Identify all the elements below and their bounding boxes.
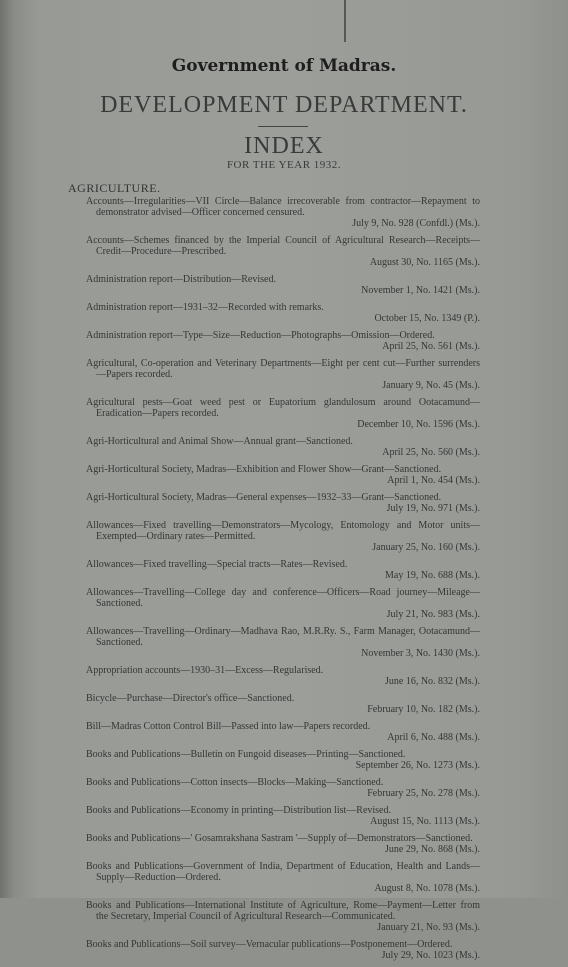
index-entry	[86, 749, 480, 771]
entry-reference: December 10, No. 1596 (Ms.).	[357, 419, 480, 430]
index-entry	[86, 693, 480, 715]
entry-subject: Accounts—Irregularities—VII Circle—Balance irrecoverable from contractor—Repayment to demonstrator advised—Officer concerned censured.	[86, 196, 480, 218]
entry-subject: Bicycle—Purchase—Director's office—Sanctioned.	[86, 693, 295, 704]
entry-subject: Books and Publications—Cotton insects—Blocks—Making—Sanctioned.	[86, 777, 384, 788]
index-entry	[86, 196, 480, 229]
entry-reference: January 21, No. 93 (Ms.).	[377, 922, 480, 933]
index-entry	[86, 559, 480, 581]
index-entry	[86, 464, 480, 486]
index-entry	[86, 492, 480, 514]
entry-subject: Bill—Madras Cotton Control Bill—Passed into law—Papers recorded.	[86, 721, 371, 732]
index-entry	[86, 302, 480, 324]
index-entry	[86, 520, 480, 553]
entry-subject: Accounts—Schemes financed by the Imperial Council of Agricultural Research—Receipts—Credit—Procedure—Prescribed.	[86, 235, 480, 257]
entry-subject: Allowances—Fixed travelling—Special tracts—Rates—Revised.	[86, 559, 348, 570]
entry-subject: Allowances—Travelling—College day and conference—Officers—Road journey—Mileage—Sanctioned.	[86, 587, 480, 609]
entry-reference: January 25, No. 160 (Ms.).	[372, 542, 480, 553]
index-entry	[86, 274, 480, 296]
entry-reference: April 6, No. 488 (Ms.).	[387, 732, 480, 743]
entry-reference: May 19, No. 688 (Ms.).	[385, 570, 480, 581]
entry-reference: November 3, No. 1430 (Ms.).	[361, 648, 480, 659]
index-entry	[86, 626, 480, 659]
entry-reference: July 19, No. 971 (Ms.).	[386, 503, 480, 514]
index-entry	[86, 805, 480, 827]
entry-reference: July 29, No. 1023 (Ms.).	[381, 950, 480, 961]
entry-subject: Administration report—Distribution—Revised.	[86, 274, 276, 285]
entry-subject: Administration report—1931–32—Recorded with remarks.	[86, 302, 324, 313]
index-title: INDEX	[244, 133, 324, 159]
entry-subject: Books and Publications—Bulletin on Fungoid diseases—Printing—Sanctioned.	[86, 749, 406, 760]
index-entries	[86, 196, 480, 967]
entry-subject: Allowances—Travelling—Ordinary—Madhava Rao, M.R.Ry. S., Farm Manager, Ootacamund—Sanctioned.	[86, 626, 480, 648]
entry-reference: April 25, No. 560 (Ms.).	[382, 447, 480, 458]
index-entry	[86, 358, 480, 391]
index-entry	[86, 665, 480, 687]
entry-reference: January 9, No. 45 (Ms.).	[382, 380, 480, 391]
entry-reference: April 1, No. 454 (Ms.).	[387, 475, 480, 486]
entry-reference: August 30, No. 1165 (Ms.).	[369, 257, 480, 268]
entry-subject: Books and Publications—' Gosamrakshana Sastram '—Supply of—Demonstrators—Sanctioned.	[86, 833, 473, 844]
entry-subject: Agri-Horticultural Society, Madras—General expenses—1932–33—Grant—Sanctioned.	[86, 492, 442, 503]
section-title: AGRICULTURE.	[68, 181, 161, 195]
entry-reference: October 15, No. 1349 (P.).	[374, 313, 480, 324]
entry-reference: February 10, No. 182 (Ms.).	[367, 704, 480, 715]
entry-reference: July 9, No. 928 (Confdl.) (Ms.).	[352, 218, 480, 229]
index-entry	[86, 939, 480, 961]
index-entry	[86, 436, 480, 458]
entry-reference: September 26, No. 1273 (Ms.).	[355, 760, 480, 771]
government-heading: Government of Madras.	[171, 56, 397, 76]
entry-subject: Agricultural pests—Goat weed pest or Eupatorium glandulosum around Ootacamund—Eradication—Papers recorded.	[86, 397, 480, 419]
index-entry	[86, 235, 480, 268]
entry-subject: Agri-Horticultural and Animal Show—Annual grant—Sanctioned.	[86, 436, 353, 447]
department-heading: DEVELOPMENT DEPARTMENT.	[100, 92, 468, 118]
index-entry	[86, 861, 480, 894]
entry-subject: Allowances—Fixed travelling—Demonstrators—Mycology, Entomology and Motor units—Exempted—Ordinary rates—Permitted.	[86, 520, 480, 542]
entry-subject: Administration report—Type—Size—Reduction—Photographs—Omission—Ordered.	[86, 330, 435, 341]
title-divider	[258, 126, 308, 127]
page-fold-mark	[344, 0, 346, 42]
entry-reference: November 1, No. 1421 (Ms.).	[361, 285, 480, 296]
entry-subject: Books and Publications—Economy in printing—Distribution list—Revised.	[86, 805, 391, 816]
entry-reference: August 15, No. 1113 (Ms.).	[370, 816, 480, 827]
index-entry	[86, 721, 480, 743]
entry-subject: Agri-Horticultural Society, Madras—Exhibition and Flower Show—Grant—Sanctioned.	[86, 464, 442, 475]
entry-subject: Appropriation accounts—1930–31—Excess—Regularised.	[86, 665, 324, 676]
entry-subject: Books and Publications—International Institute of Agriculture, Rome—Payment—Letter from the Secretary, Imperial Council of Agricultural Research—Communicated.	[86, 900, 480, 922]
entry-subject: Agricultural, Co-operation and Veterinary Departments—Eight per cent cut—Further surrenders—Papers recorded.	[86, 358, 480, 380]
index-entry	[86, 330, 480, 352]
entry-subject: Books and Publications—Government of India, Department of Education, Health and Lands—Supply—Reduction—Ordered.	[86, 861, 480, 883]
index-entry	[86, 587, 480, 620]
index-entry	[86, 833, 480, 855]
index-entry	[86, 900, 480, 933]
entry-reference: June 16, No. 832 (Ms.).	[385, 676, 480, 687]
entry-reference: April 25, No. 561 (Ms.).	[382, 341, 480, 352]
year-line: FOR THE YEAR 1932.	[226, 159, 342, 171]
index-entry	[86, 777, 480, 799]
entry-reference: February 25, No. 278 (Ms.).	[367, 788, 480, 799]
entry-reference: June 29, No. 868 (Ms.).	[385, 844, 480, 855]
entry-reference: August 8, No. 1078 (Ms.).	[374, 883, 480, 894]
index-entry	[86, 397, 480, 430]
entry-subject: Books and Publications—Soil survey—Vernacular publications—Postponement—Ordered.	[86, 939, 453, 950]
entry-reference: July 21, No. 983 (Ms.).	[386, 609, 480, 620]
